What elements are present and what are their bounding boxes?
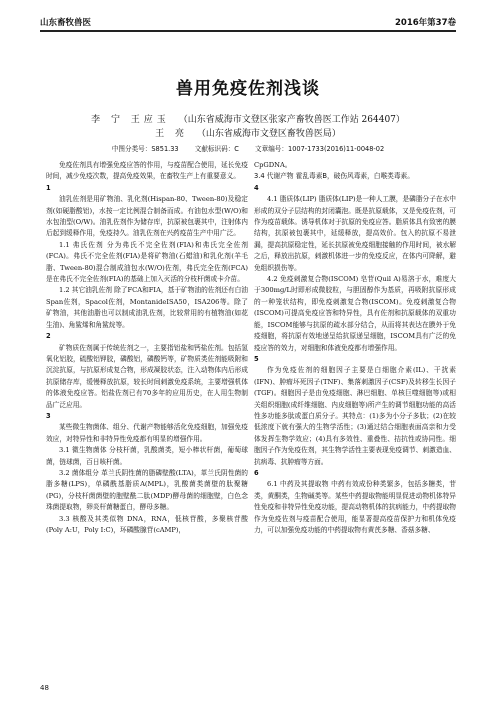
classification-number: 中图分类号：S851.33 — [111, 145, 179, 153]
body-paragraph: 3.2 菌体组分 革兰氏阴性菌的脂磷壁酸(LTA)，革兰氏阴性菌的脂多糖(LPS)，单磷酰基脂质A(MPL)，乳酸菌类菌壁的肽聚糖(PG)，分枝杆菌菌壁的胞壁酰二肽(MDP)酵母菌的细胞壁，白色念珠菌提取物，卵炎杆菌糖蛋白，酵母多糖。 — [46, 468, 248, 512]
body-paragraph: 1.2 其它油乳佐剂 除了FCA和FIA，基于矿物油的佐剂还有白油Span佐剂，Spacol佐剂，MontanideISA50，ISA206等。除了矿物油，其他油脂也可以制成油乳佐剂，比较常用的有植物油(如花生油)、角鲨烯和角鲨烷等。 — [46, 286, 248, 329]
body-paragraph: 4.1 脂质体(LIP) 脂质体(LIP)是一种人工膜，是磷脂分子在水中形成的双分子层结构的封闭囊泡。既是抗原载体，又是免疫佐剂，可作为疫苗载体。诱导机体对于抗原的免疫应答。脂质体具有致密的膜结构，抗原被包裹其中，延缓释放，提高效价。包入的抗原不易泄漏，提高抗原稳定性，延长抗原被免疫细胞接触的作用时间，被水解之后，释放出抗原，刺激机体进一步的免疫反应，在体内可降解，避免组织损伤等。 — [254, 195, 456, 272]
article-title: 兽用免疫佐剂浅谈 — [176, 79, 320, 99]
body-paragraph: 3.1 微生物菌体 分枝杆菌，乳酸菌类，短小棒状杆菌，葡萄球菌，链球菌，百日咳杆菌。 — [46, 446, 248, 466]
body-paragraph: CpGDNA。 — [254, 161, 292, 169]
issue-info: 2016年第37卷 — [395, 18, 456, 28]
right-column — [254, 160, 456, 688]
header-rule — [40, 30, 456, 32]
body-paragraph: 矿物质佐剂属于传统佐剂之一，主要指铝盐和钙盐佐剂。包括氢氧化铝胶，硫酸铝钾胶，磷酸铝，磷酸钙等，矿物质类佐剂能吸附和沉淀抗原，与抗原形成复合物，形成凝胶状态，注入动物体内后形成抗原储存库，缓慢释放抗原，较长时间刺激免疫系统，主要增强机体的体液免疫应答。铝盐佐剂已有70多年的应用历史，在人用生物制品广泛应用。 — [46, 343, 248, 409]
article-metadata — [0, 143, 496, 153]
section-heading: 4 — [254, 183, 259, 192]
author-line-2 — [0, 126, 496, 139]
body-paragraph: 某些微生物菌体、组分、代谢产物能够活化免疫细胞，加强免疫效应，对特异性和非特异性免疫都有明显的增强作用。 — [46, 423, 248, 443]
body-paragraph: 1.1 弗氏佐剂 分为弗氏不完全佐剂(FIA)和弗氏完全佐剂(FCA)。弗氏不完全佐剂(FIA)是将矿物油(石蜡油)和乳化剂(羊毛脂、Tween-80)混合制成油包水(W/O)佐剂，弗氏完全佐剂(FCA)是在弗氏不完全佐剂(FIA)的基础上加入灭活的分枝杆菌或卡介苗。 — [46, 240, 248, 284]
document-code: 文献标识码：C — [194, 145, 239, 153]
author-line-1 — [0, 112, 496, 125]
section-heading: 6 — [254, 468, 259, 477]
body-paragraph: 免疫佐剂具有增强免疫应答的作用，与疫苗配合使用，延长免疫时间，减少免疫次数，提高免疫效果，在畜牧生产上有重要意义。 — [46, 161, 248, 181]
section-heading: 5 — [254, 354, 259, 363]
article-number: 文章编号：1007-1733(2016)11-0048-02 — [255, 145, 385, 153]
journal-name: 山东畜牧兽医 — [40, 18, 92, 28]
section-heading: 1 — [46, 183, 51, 192]
running-header — [40, 14, 456, 28]
body-paragraph: 油乳佐剂是用矿物油、乳化剂(Hispan-80、Tween-80)及稳定剂(如硬脂酸铝)，水按一定比例混合制备而成。有油包水型(W/O)和水包油型(O/W)。油乳佐剂作为储存库，抗原被包裹其中，注射体内后起到缓释作用，免疫持久。油乳佐剂在兴药疫苗生产中用广泛。 — [46, 195, 248, 238]
authors-2: 王 亮 — [155, 129, 188, 139]
section-heading: 3 — [46, 411, 51, 420]
body-paragraph: 3.4 代谢产物 霍乱毒素B，破伤风毒素，白喉类毒素。 — [254, 172, 414, 181]
authors-1: 李 宁 王应玉 — [91, 115, 170, 125]
page-number: 48 — [40, 684, 49, 692]
affiliation-2: （山东省威海市文登区畜牧兽医局） — [196, 129, 341, 139]
body-paragraph: 4.2 免疫刺激复合物(ISCOM) 皂苷(Quil A)易溶于水，难度大于300mg/L时即形成微胶粒，与胆固醇作为基质，再吸附抗原形成的一种笼状结构，即免疫刺激复合物(ISCOM)。免疫刺激复合物(ISCOM)可提高免疫应答和特异性，具有佐剂和抗原载体的双重功能，ISCOM能够与抗原的疏水部分结合，从而将其表达在膜外于免疫细胞，将抗原有效地递呈给抗原递呈细胞，ISCOM具有广泛的免疫应答的效力，对细胞和体液免疫都有增强作用。 — [254, 275, 456, 352]
left-column — [46, 160, 248, 688]
section-heading: 2 — [46, 332, 51, 341]
affiliation-1: （山东省威海市文登区张家产畜牧兽医工作站 264407） — [178, 115, 405, 125]
body-paragraph: 3.3 核酸及其类似物 DNA，RNA，低核苷酸，多聚核苷酸(Poly A:U，Poly I:C)，环磷酸腺苷(cAMP)， — [46, 514, 248, 534]
body-paragraph: 作为免疫佐剂的细胞因子主要是白细胞介素(IL)、干扰素(IFN)、肿瘤坏死因子(TNF)、集落刺激因子(CSF)及转移生长因子(TGF)。细胞因子是由免疫细胞、淋巴细胞、单核巨噬细胞等)或相关组织细胞(成纤维细胞、内皮细胞等)所产生的调节细胞功能的高活性多功能多肽或蛋白质分子。其特点：(1)多为小分子多肽；(2)在较低浓度下就有强大的生物学活性；(3)通过结合细胞表面高亲和力受体发挥生物学效应；(4)具有多效性、重叠性、拮抗性或协同性。细胞因子作为免疫佐剂，其生物学活性主要表现免疫调节、刺激造血、抗病毒、抗肿瘤等方面。 — [254, 366, 456, 466]
body-paragraph: 6.1 中药及其提取物 中药有效成份种类繁多，包括多糖类，苷类，黄酮类，生物碱类等。某些中药提取物能明显促进动物机体特异性免疫和非特异性免疫功能，提高动物机体的抗病能力，中药提取物作为免疫佐剂与疫苗配合使用，能显著提高疫苗保护力和机体免疫力，可以加强免疫功能的中药提取物有黄芪多糖、香菇多糖、 — [254, 480, 456, 534]
